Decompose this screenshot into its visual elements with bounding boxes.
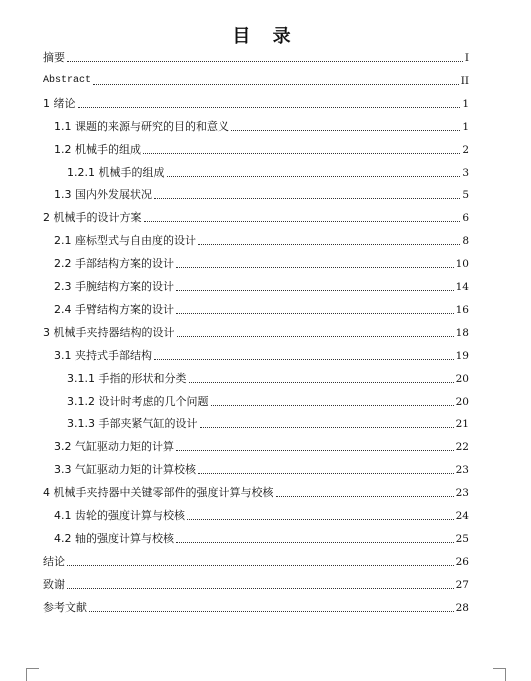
toc-entry-page: 10	[455, 258, 469, 271]
toc-entry[interactable]	[54, 232, 469, 248]
toc-entry-label: 参考文献	[43, 600, 87, 614]
toc-entry[interactable]	[43, 49, 469, 65]
toc-entry[interactable]	[54, 255, 469, 271]
dot-leader	[177, 336, 454, 337]
toc-entry[interactable]	[54, 347, 469, 363]
dot-leader	[198, 473, 454, 474]
toc-entry-page: 19	[455, 349, 469, 362]
toc-entry-page: 28	[455, 601, 469, 614]
toc-entry-page: 1	[462, 120, 469, 133]
dot-leader	[176, 542, 454, 543]
toc-entry[interactable]	[43, 576, 469, 592]
toc-entry-label: 1.2.1 机械手的组成	[67, 165, 165, 179]
toc-entry[interactable]	[67, 370, 469, 386]
toc-entry[interactable]	[67, 393, 469, 409]
toc-entry-label: 3.1 夹持式手部结构	[54, 348, 152, 362]
toc-entry-label: 2.4 手臂结构方案的设计	[54, 302, 174, 316]
toc-entry[interactable]	[54, 301, 469, 317]
toc-entry-label: 2.2 手部结构方案的设计	[54, 257, 174, 271]
toc-entry[interactable]	[54, 461, 469, 477]
toc-entry-label: Abstract	[43, 74, 92, 86]
toc-entry-page: 6	[462, 212, 469, 225]
dot-leader	[176, 267, 454, 268]
toc-entry[interactable]	[43, 484, 469, 500]
toc-entry[interactable]	[43, 553, 469, 569]
toc-entry-label: 4.1 齿轮的强度计算与校核	[54, 509, 185, 522]
dot-leader	[154, 198, 460, 199]
toc-entry-label: 2.3 手腕结构方案的设计	[54, 280, 174, 293]
toc-entry-label: 3.1.1 手指的形状和分类	[67, 371, 187, 385]
toc-entry[interactable]	[54, 278, 469, 294]
toc-entry-page: 1	[462, 97, 469, 110]
toc-entry-page: 23	[455, 464, 469, 477]
toc-entry-label: 摘要	[43, 51, 65, 64]
dot-leader	[67, 61, 463, 62]
dot-leader	[176, 290, 454, 291]
toc-entry-label: 1.2 机械手的组成	[54, 142, 141, 156]
toc-entry-label: 3.1.3 手部夹紧气缸的设计	[67, 417, 198, 431]
toc-entry-page: 20	[455, 395, 469, 408]
toc-entry[interactable]	[67, 164, 469, 180]
dot-leader	[176, 313, 454, 314]
dot-leader	[154, 359, 454, 360]
toc-entry[interactable]	[54, 186, 469, 202]
dot-leader	[67, 588, 454, 589]
toc-entry-page: 24	[455, 510, 469, 522]
page-corner-mark	[493, 668, 506, 681]
toc-entry[interactable]	[67, 415, 469, 431]
toc-entry[interactable]	[43, 324, 469, 340]
dot-leader	[167, 176, 461, 177]
toc-entry-page: 21	[455, 418, 469, 431]
dot-leader	[198, 244, 460, 245]
dot-leader	[200, 427, 454, 428]
page-corner-mark	[26, 668, 39, 681]
toc-entry-page: II	[460, 74, 469, 87]
toc-entry-page: 14	[455, 281, 469, 293]
toc-entry-page: I	[464, 52, 469, 64]
toc-entry-label: 3.2 气缸驱动力矩的计算	[54, 440, 174, 454]
toc-entry-label: 3 机械手夹持器结构的设计	[43, 325, 175, 339]
toc-entry-label: 1.1 课题的来源与研究的目的和意义	[54, 119, 229, 133]
toc-entry-page: 16	[455, 303, 469, 316]
toc-entry-page: 8	[462, 235, 469, 248]
toc-entry-label: 3.1.2 设计时考虑的几个问题	[67, 394, 209, 408]
toc-entry-page: 5	[462, 189, 469, 202]
toc-entry[interactable]	[43, 599, 469, 615]
dot-leader	[187, 519, 454, 520]
toc-entry-label: 2.1 座标型式与自由度的设计	[54, 234, 196, 248]
toc-entry-page: 3	[462, 166, 469, 179]
toc-entry-label: 4.2 轴的强度计算与校核	[54, 531, 174, 545]
toc-entry-label: 1.3 国内外发展状况	[54, 188, 152, 202]
toc-entry-label: 3.3 气缸驱动力矩的计算校核	[54, 463, 196, 477]
toc-entry-page: 20	[455, 372, 469, 385]
toc-entry[interactable]	[43, 72, 469, 88]
toc-entry-label: 4 机械手夹持器中关键零部件的强度计算与校核	[43, 486, 274, 500]
toc-entry[interactable]	[54, 118, 469, 134]
toc-entry[interactable]	[54, 141, 469, 157]
dot-leader	[89, 611, 454, 612]
dot-leader	[231, 130, 460, 131]
toc-entry-page: 2	[462, 143, 469, 156]
toc-entry[interactable]	[54, 507, 469, 523]
toc-entry-page: 22	[455, 441, 469, 454]
toc-entry-page: 25	[455, 532, 469, 545]
dot-leader	[144, 221, 461, 222]
toc-entry[interactable]	[54, 438, 469, 454]
toc-entry[interactable]	[43, 95, 469, 111]
dot-leader	[143, 153, 460, 154]
dot-leader	[93, 84, 459, 85]
toc-entry-label: 1 绪论	[43, 96, 76, 110]
toc-title: 目 录	[232, 26, 299, 47]
toc-entry[interactable]	[43, 209, 469, 225]
toc-entry-label: 致谢	[43, 577, 65, 591]
toc-entry[interactable]	[54, 530, 469, 546]
toc-entry-page: 23	[455, 487, 469, 500]
dot-leader	[189, 382, 454, 383]
toc-entry-label: 结论	[43, 554, 65, 568]
dot-leader	[78, 107, 461, 108]
toc-entry-page: 18	[455, 326, 469, 339]
dot-leader	[211, 405, 454, 406]
toc-entry-page: 27	[455, 578, 469, 591]
dot-leader	[176, 450, 454, 451]
toc-entry-page: 26	[455, 555, 469, 568]
dot-leader	[67, 565, 454, 566]
dot-leader	[276, 496, 454, 497]
toc-entry-label: 2 机械手的设计方案	[43, 211, 142, 225]
